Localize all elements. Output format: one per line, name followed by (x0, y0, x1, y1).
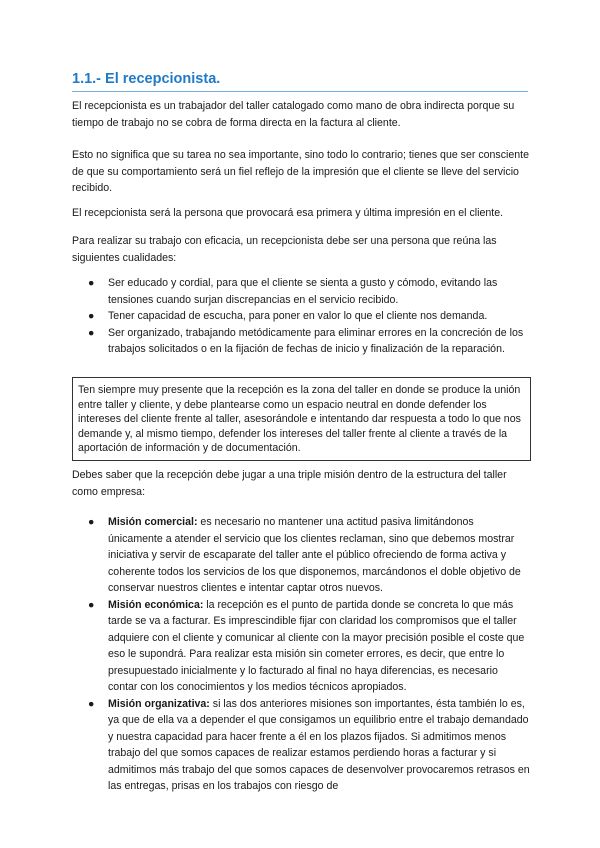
bullet-icon: ● (88, 516, 95, 528)
quality-text: Tener capacidad de escucha, para poner en valor lo que el cliente nos demanda. (108, 310, 488, 322)
mission-title: Misión económica: (108, 598, 204, 611)
missions-list (72, 514, 530, 795)
qualities-list (72, 275, 530, 358)
list-item (72, 308, 530, 325)
quality-text: Ser organizado, trabajando metódicamente para eliminar errores en la concreción de los trabajos solicitados o en la fijación de fechas de inicio y finalización de la reparación. (108, 326, 524, 355)
list-item (72, 597, 530, 696)
mission-text: la recepción es el punto de partida donde se concreta lo que más tarde se va a facturar. Es imprescindible fijar con claridad los compromisos que el taller adquiere con el cliente y comunicar al cliente con la mayor precisión posible el coste que eso le supondrá. Para realizar esta misión sin cometer errores, es decir, que entre lo presupuestado inicialmente y lo facturado al final no haya diferencias, es necesario contar con los conocimientos y los medios técnicos apropiados. (108, 598, 525, 693)
paragraph-importance: Esto no significa que su tarea no sea importante, sino todo lo contrario; tienes que ser consciente de que su comportamiento será un fiel reflejo de la impresión que el cliente se lleve del servicio recibido. (72, 149, 529, 194)
list-item (72, 696, 530, 795)
list-item (72, 514, 530, 597)
mission-title: Misión comercial: (108, 516, 198, 528)
list-item (72, 275, 530, 308)
paragraph-qualities-intro: Para realizar su trabajo con eficacia, un recepcionista debe ser una persona que reúna las siguientes cualidades: (72, 235, 497, 264)
quality-text: Ser educado y cordial, para que el cliente se sienta a gusto y cómodo, evitando las tensiones cuando surjan discrepancias en el servicio recibido. (108, 277, 498, 306)
bullet-icon: ● (88, 310, 95, 322)
paragraph-impression: El recepcionista será la persona que provocará esa primera y última impresión en el cliente. (72, 207, 504, 219)
paragraph-role: El recepcionista es un trabajador del taller catalogado como mano de obra indirecta porque su tiempo de trabajo no se cobra de forma directa en la factura al cliente. (72, 100, 515, 129)
mission-title: Misión organizativa: (108, 697, 210, 710)
bullet-icon: ● (88, 277, 95, 289)
bullet-icon: ● (88, 697, 95, 710)
bullet-icon: ● (88, 326, 95, 339)
mission-text: si las dos anteriores misiones son importantes, ésta también lo es, ya que de ella va a depender el que consigamos un equilibrio entre el trabajo demandado y nuestra capacidad para hacer frente a él en los plazos fijados. Si admitimos menos trabajo del que somos capaces de realizar estamos perdiendo horas a facturar y si admitimos más trabajo del que somos capaces de desenvolver provocaremos retrasos en las entregas, prisas en los trabajos con riesgo de (108, 697, 530, 792)
bullet-icon: ● (88, 598, 95, 611)
tip-box: Ten siempre muy presente que la recepción es la zona del taller en donde se produce la unión entre taller y cliente, y debe plantearse como un espacio neutral en donde defender los intereses del cliente frente al taller, asesorándole e intentando dar respuesta a todo lo que nos demande y, al mismo tiempo, defender los intereses del taller frente al cliente a través de la aportación de información y de documentación. (72, 377, 531, 461)
paragraph-missions-intro: Debes saber que la recepción debe jugar a una triple misión dentro de la estructura del taller como empresa: (72, 469, 507, 498)
section-heading: 1.1.- El recepcionista. (72, 71, 528, 92)
list-item (72, 325, 530, 358)
mission-text: es necesario no mantener una actitud pasiva limitándonos únicamente a atender el servicio que los clientes reclaman, sino que debemos mostrar iniciativa y servir de escaparate del taller ante el público ofreciendo de forma activa y coherente todos los servicios de los que disponemos, marcándonos el doble objetivo de conservar nuestros clientes e intentar captar otros nuevos. (108, 516, 521, 594)
